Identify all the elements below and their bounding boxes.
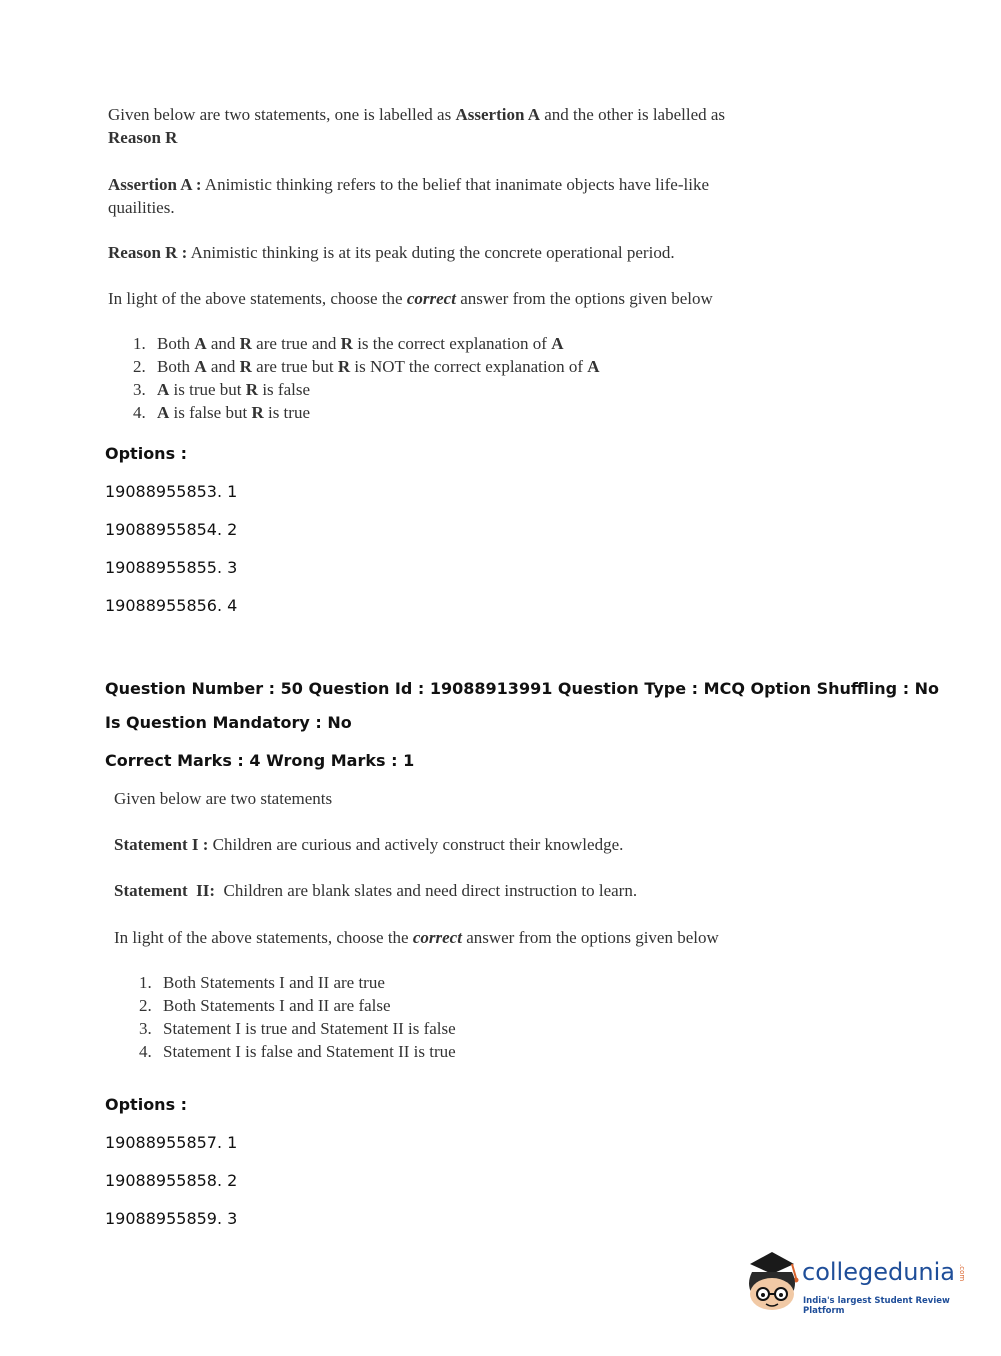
choice-number: 4. [133,403,146,422]
q49-choice-1 [133,334,563,354]
q50-statement-2: Statement II: Children are blank slates and need direct instruction to learn. [114,881,638,900]
choice-text-part: R [239,334,252,353]
q49-prompt: In light of the above statements, choose the correct answer from the options given below [108,289,713,308]
choice-text-part: A [194,357,207,376]
q49-option-1: 19088955853. 1 [105,482,238,501]
choice-text-part: A [157,380,170,399]
q49-choice-2 [133,357,600,377]
q49-options-label: Options : [105,444,188,463]
collegedunia-logo[interactable] [742,1250,972,1320]
q49-choice-4 [133,403,310,423]
q50-options-label: Options : [105,1095,188,1114]
q50-choice-1: 1. Both Statements I and II are true [139,973,385,992]
choice-text-part: R [239,357,252,376]
choice-text-part: R [340,334,353,353]
q49-option-2: 19088955854. 2 [105,520,238,539]
brand-tagline: India's largest Student Review Platform [803,1296,950,1316]
choice-text-part: is false [258,380,310,399]
choice-text-part: A [551,334,564,353]
choice-text-part: A [194,334,207,353]
q49-assertion-line2: quailities. [108,198,175,217]
choice-number: 2. [133,357,146,376]
choice-text-part: are true and [251,334,341,353]
q50-mandatory: Is Question Mandatory : No [105,713,352,732]
q49-intro-line2: Reason R [108,128,178,147]
q50-header: Question Number : 50 Question Id : 19088913991 Question Type : MCQ Option Shuffling : No [105,679,940,698]
q50-option-2: 19088955858. 2 [105,1171,238,1190]
q50-choice-2: 2. Both Statements I and II are false [139,996,391,1015]
q50-prompt: In light of the above statements, choose the correct answer from the options given below [114,928,719,947]
q49-intro: Given below are two statements, one is labelled as Assertion A and the other is labelled as [108,105,726,124]
choice-text-part: is NOT the correct explanation of [350,357,588,376]
choice-text-part: Both [157,334,195,353]
q49-choice-3 [133,380,310,400]
q49-assertion: Assertion A : Animistic thinking refers to the belief that inanimate objects have life-like [108,175,709,194]
q49-option-4: 19088955856. 4 [105,596,238,615]
q50-option-3: 19088955859. 3 [105,1209,238,1228]
q50-option-1: 19088955857. 1 [105,1133,238,1152]
choice-number: 3. [133,380,146,399]
choice-number: 1. [133,334,146,353]
q50-choice-3: 3. Statement I is true and Statement II is false [139,1019,456,1038]
q50-choice-4: 4. Statement I is false and Statement II is true [139,1042,456,1061]
choice-text-part: are true but [251,357,338,376]
choice-text-part: Both [157,357,195,376]
choice-text-part: and [206,357,240,376]
choice-text-part: A [587,357,600,376]
choice-text-part: A [157,403,170,422]
q50-intro: Given below are two statements [114,789,333,808]
choice-text-part: R [251,403,264,422]
choice-text-part: is false but [169,403,252,422]
choice-text-part: is true [263,403,310,422]
q50-marks: Correct Marks : 4 Wrong Marks : 1 [105,751,415,770]
choice-text-part: R [337,357,351,376]
choice-text-part: R [245,380,259,399]
brand-com: .com [958,1264,966,1282]
choice-text-part: and [206,334,240,353]
q50-statement-1: Statement I : Children are curious and actively construct their knowledge. [114,835,624,854]
choice-text-part: is true but [169,380,246,399]
mascot-icon [742,1250,802,1320]
brand-name: collegedunia [802,1258,956,1286]
q49-option-3: 19088955855. 3 [105,558,238,577]
q49-reason: Reason R : Animistic thinking is at its peak duting the concrete operational period. [108,243,675,262]
choice-text-part: is the correct explanation of [352,334,552,353]
